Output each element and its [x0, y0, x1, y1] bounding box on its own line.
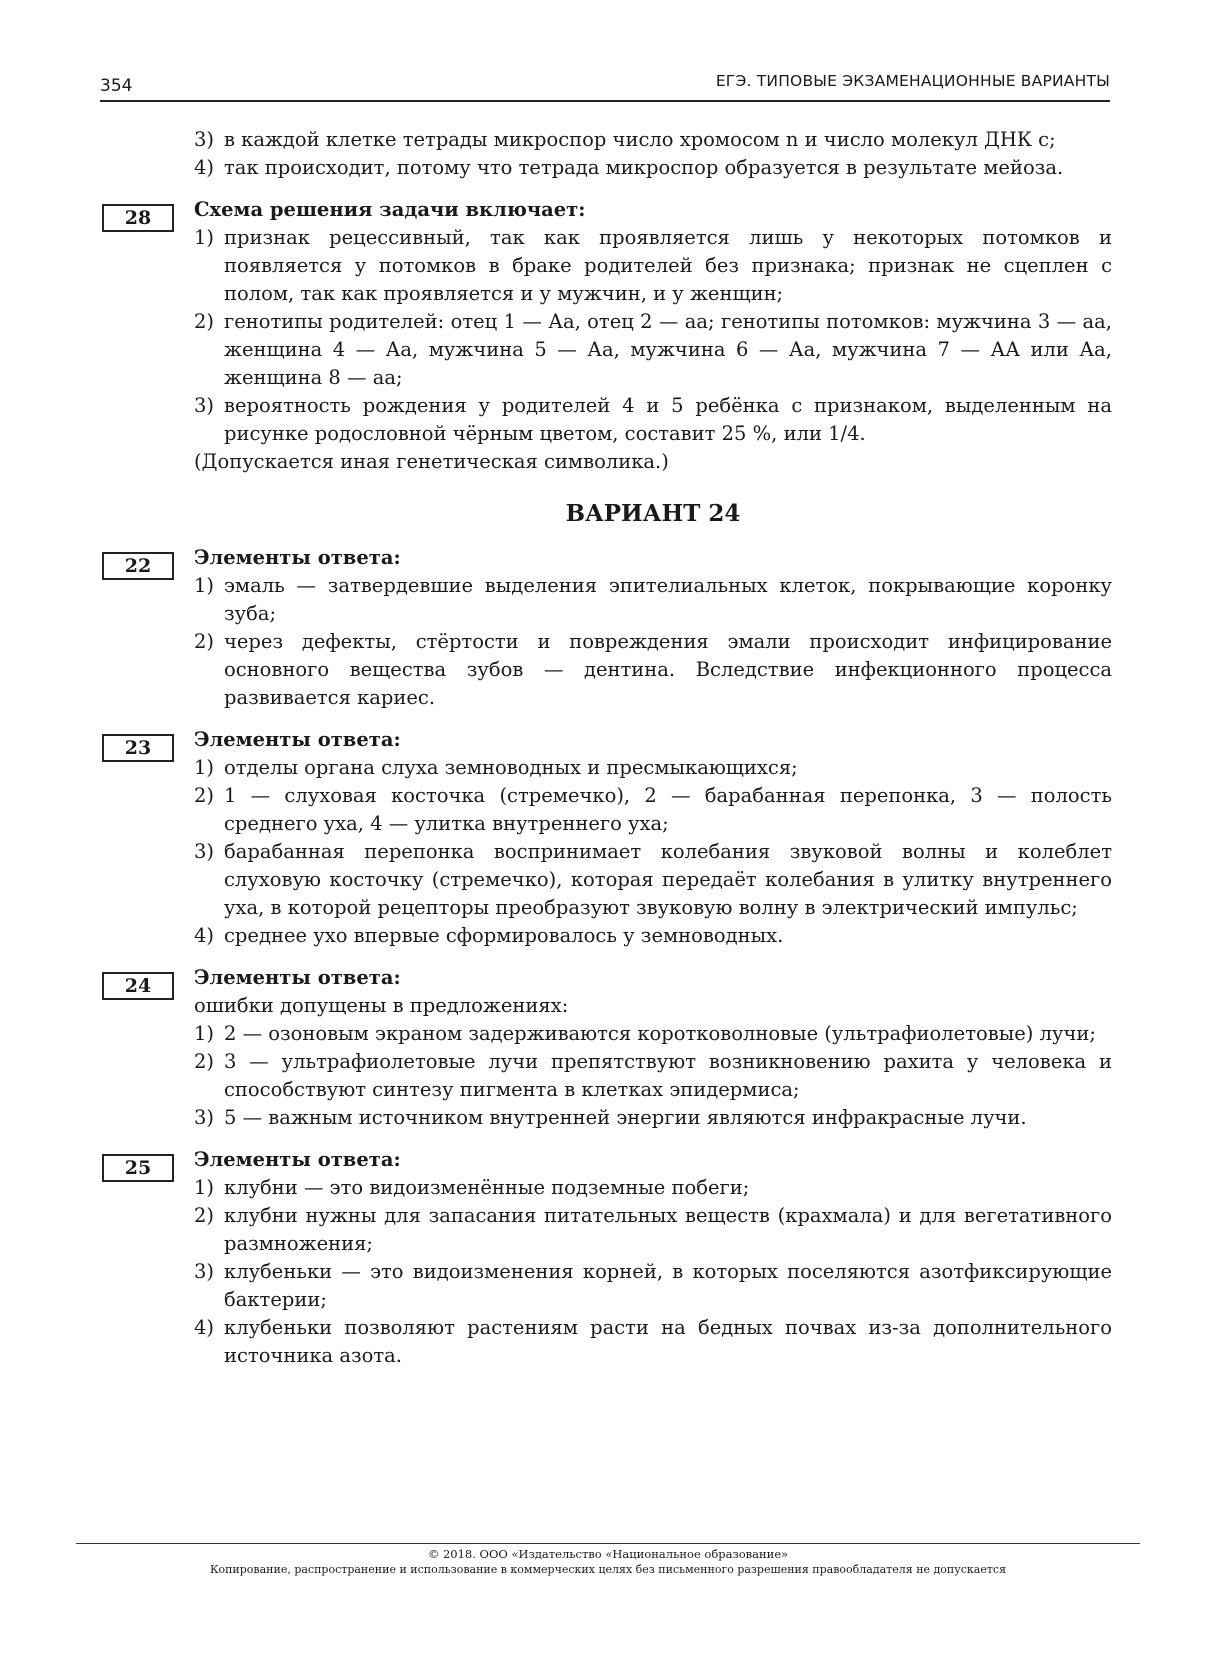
task-number-box: 28: [102, 204, 174, 232]
task-23: [100, 726, 1112, 950]
list-item: 2) генотипы родителей: отец 1 — Аа, отец 2 — аа; генотипы потомков: мужчина 3 — аа, женщина 4 — Аа, мужчина 5 — Аа, мужчина 6 — Аа, мужчина 7 — АА или Аа, женщина 8 — аа;: [194, 310, 1112, 389]
list-item: 3) в каждой клетке тетрады микроспор число хромосом n и число молекул ДНК с;: [194, 128, 1056, 151]
list-item: 1) 2 — озоновым экраном задерживаются коротковолновые (ультрафиолетовые) лучи;: [194, 1022, 1096, 1045]
continuation-block: [100, 126, 1112, 182]
task-intro: ошибки допущены в предложениях:: [194, 994, 569, 1017]
task-28: [100, 196, 1112, 476]
list-item: 3) клубеньки — это видоизменения корней, в которых поселяются азотфиксирующие бактерии;: [194, 1260, 1112, 1311]
list-item: 3) барабанная перепонка воспринимает колебания звуковой волны и колеблет слуховую косточку (стремечко), которая передаёт колебания в улитку внутреннего уха, в которой рецепторы преобразуют звуковую волну в электрический импульс;: [194, 840, 1112, 919]
task-number-box: 24: [102, 972, 174, 1000]
list-item: 2) 3 — ультрафиолетовые лучи препятствуют возникновению рахита у человека и способствуют синтезу пигмента в клетках эпидермиса;: [194, 1050, 1112, 1101]
list-item: 3) вероятность рождения у родителей 4 и 5 ребёнка с признаком, выделенным на рисунке родословной чёрным цветом, составит 25 %, или 1/4.: [194, 394, 1112, 445]
task-number-box: 22: [102, 552, 174, 580]
list-item: 2) через дефекты, стёртости и повреждения эмали происходит инфицирование основного вещества зубов — дентина. Вследствие инфекционного процесса развивается кариес.: [194, 630, 1112, 709]
running-title: ЕГЭ. ТИПОВЫЕ ЭКЗАМЕНАЦИОННЫЕ ВАРИАНТЫ: [715, 72, 1110, 90]
page-content: [100, 126, 1112, 1370]
page-header: [100, 66, 1110, 102]
copyright-notice: Копирование, распространение и использование в коммерческих целях без письменного разрешения правообладателя не допускается: [209, 1563, 1007, 1576]
list-item: 1) эмаль — затвердевшие выделения эпителиальных клеток, покрывающие коронку зуба;: [194, 574, 1112, 625]
list-item: 1) признак рецессивный, так как проявляется лишь у некоторых потомков и появляется у потомков в браке родителей без признака; признак не сцеплен с полом, так как проявляется и у мужчин, и у женщин;: [194, 226, 1112, 305]
task-number-box: 23: [102, 734, 174, 762]
task-title: Элементы ответа:: [194, 728, 401, 751]
task-22: [100, 544, 1112, 712]
task-title: Элементы ответа:: [194, 546, 401, 569]
list-item: 2) 1 — слуховая косточка (стремечко), 2 — барабанная перепонка, 3 — полость среднего уха, 4 — улитка внутреннего уха;: [194, 784, 1112, 835]
task-title: Схема решения задачи включает:: [194, 198, 586, 221]
task-note: (Допускается иная генетическая символика.): [194, 450, 669, 473]
task-title: Элементы ответа:: [194, 966, 401, 989]
list-item: 1) клубни — это видоизменённые подземные побеги;: [194, 1176, 750, 1199]
variant-heading: ВАРИАНТ 24: [565, 500, 741, 527]
list-item: 4) среднее ухо впервые сформировалось у земноводных.: [194, 924, 784, 947]
list-item: 3) 5 — важным источником внутренней энергии являются инфракрасные лучи.: [194, 1106, 1027, 1129]
list-item: 1) отделы органа слуха земноводных и пресмыкающихся;: [194, 756, 798, 779]
task-25: [100, 1146, 1112, 1370]
list-item: 4) так происходит, потому что тетрада микроспор образуется в результате мейоза.: [194, 156, 1064, 179]
task-number-box: 25: [102, 1154, 174, 1182]
list-item: 4) клубеньки позволяют растениям расти на бедных почвах из-за дополнительного источника азота.: [194, 1316, 1112, 1367]
copyright-line: © 2018. ООО «Издательство «Национальное образование»: [427, 1547, 789, 1561]
page-footer: [76, 1543, 1140, 1578]
list-item: 2) клубни нужны для запасания питательных веществ (крахмала) и для вегетативного размножения;: [194, 1204, 1112, 1255]
page-number: 354: [100, 76, 133, 96]
task-24: [100, 964, 1112, 1132]
task-title: Элементы ответа:: [194, 1148, 401, 1171]
